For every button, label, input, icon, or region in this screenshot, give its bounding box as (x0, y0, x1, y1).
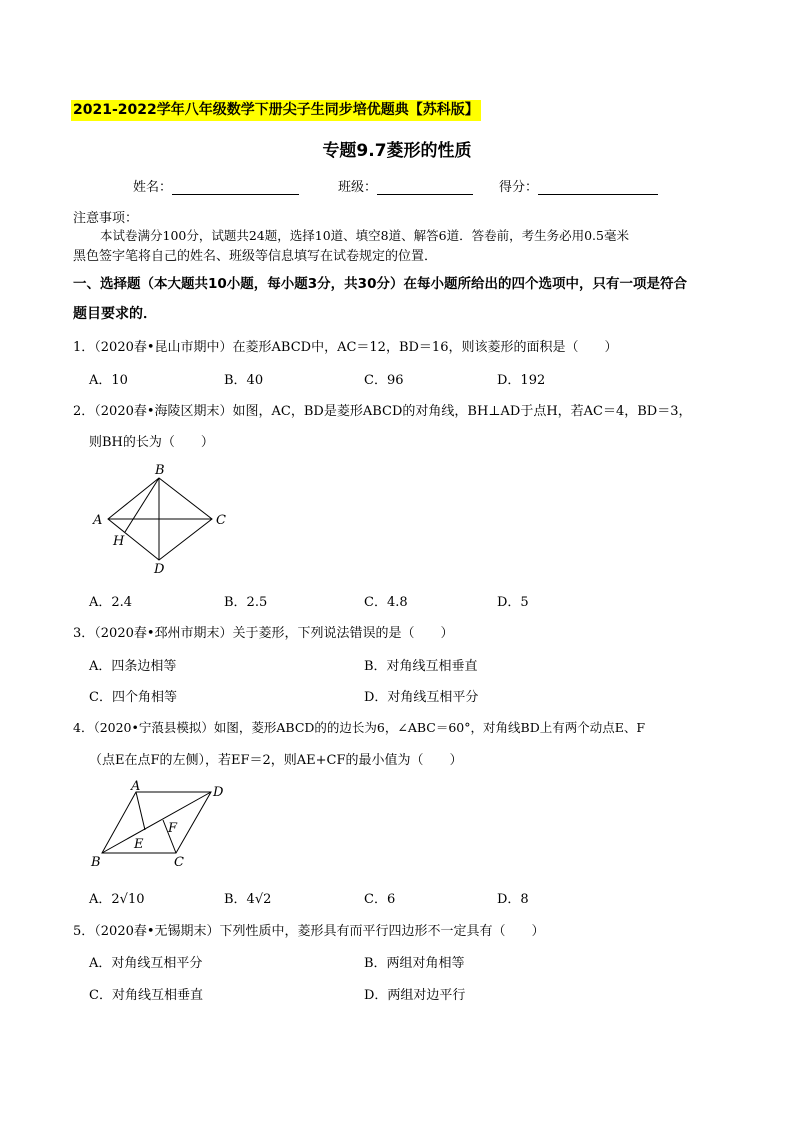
question-2-line-1: 2．（2020春•海陵区期末）如图，AC，BD是菱形ABCD的对角线，BH⊥AD于点H，若AC＝4，BD＝3， (73, 404, 692, 419)
notes-heading: 注意事项： (73, 211, 139, 226)
q4-option-d: D．8 (497, 892, 529, 907)
class-field (338, 176, 473, 195)
score-field (499, 176, 658, 195)
question-5: 5．（2020春•无锡期末）下列性质中，菱形具有而平行四边形不一定具有（ ） (73, 924, 545, 939)
q4-segment-ae (136, 792, 145, 830)
class-blank (377, 180, 473, 195)
question-3: 3．（2020春•邳州市期末）关于菱形，下列说法错误的是（ ） (73, 626, 454, 641)
q2-label-a: A (93, 513, 103, 528)
q1-option-c: C．96 (364, 373, 404, 388)
q3-option-d: D．对角线互相平分 (364, 690, 479, 705)
q4-label-d: D (213, 785, 224, 800)
q5-option-c: C．对角线互相垂直 (89, 988, 203, 1003)
notes-line-1: 本试卷满分100分，试题共24题，选择10道、填空8道、解答6道．答卷前，考生务必用0.5毫米 (100, 228, 629, 243)
q4-label-b: B (91, 855, 101, 870)
q5-option-b: B．两组对角相等 (364, 956, 465, 971)
q4-label-e: E (134, 837, 144, 852)
score-blank (538, 180, 658, 195)
q4-option-b: B．4√2 (224, 892, 272, 907)
class-label: 班级： (338, 180, 378, 195)
q5-option-d: D．两组对边平行 (364, 988, 466, 1003)
notes-line-2: 黑色签字笔将自己的姓名、班级等信息填写在试卷规定的位置． (73, 249, 438, 264)
q4-label-f: F (168, 821, 178, 836)
name-field (133, 176, 299, 195)
q4-label-c: C (174, 855, 184, 870)
q2-segment-bh (125, 478, 159, 532)
q4-option-c: C．6 (364, 892, 396, 907)
q3-option-b: B．对角线互相垂直 (364, 659, 478, 674)
q1-option-b: B．40 (224, 373, 264, 388)
q4-rhombus-figure (85, 778, 245, 873)
question-4-line-1: 4．（2020•宁蒗县模拟）如图，菱形ABCD的的边长为6，∠ABC＝60°，对角线BD上有两个动点E、F (73, 720, 646, 735)
q3-option-a: A．四条边相等 (89, 659, 177, 674)
q5-option-a: A．对角线互相平分 (89, 956, 203, 971)
page-title: 专题9.7菱形的性质 (322, 141, 472, 161)
q2-option-c: C．4.8 (364, 595, 408, 610)
q4-label-a: A (131, 779, 141, 794)
q2-label-b: B (155, 463, 165, 478)
series-banner: 2021-2022学年八年级数学下册尖子生同步培优题典【苏科版】 (71, 100, 481, 121)
section-heading-line-1: 一、选择题（本大题共10小题，每小题3分，共30分）在每小题所给出的四个选项中，只有一项是符合 (73, 276, 687, 292)
q2-label-d: D (154, 562, 165, 577)
q2-rhombus-figure (85, 460, 235, 580)
q2-option-d: D．5 (497, 595, 529, 610)
q1-option-a: A．10 (89, 373, 128, 388)
q3-option-c: C．四个角相等 (89, 690, 177, 705)
name-label: 姓名： (133, 180, 173, 195)
question-4-line-2: （点E在点F的左侧），若EF＝2，则AE+CF的最小值为（ ） (89, 753, 463, 768)
q4-option-a: A．2√10 (89, 892, 145, 907)
q1-option-d: D．192 (497, 373, 546, 388)
q2-label-c: C (216, 513, 226, 528)
section-heading-line-2: 题目要求的． (73, 306, 157, 322)
question-2-line-2: 则BH的长为（ ） (89, 435, 214, 450)
name-blank (172, 180, 299, 195)
question-1: 1．（2020春•昆山市期中）在菱形ABCD中，AC＝12，BD＝16，则该菱形的面积是（ ） (73, 340, 618, 355)
q2-label-h: H (113, 534, 125, 549)
q2-option-b: B．2.5 (224, 595, 268, 610)
score-label: 得分： (499, 180, 539, 195)
q2-option-a: A．2.4 (89, 595, 133, 610)
q4-diagonal-bd (102, 792, 211, 853)
